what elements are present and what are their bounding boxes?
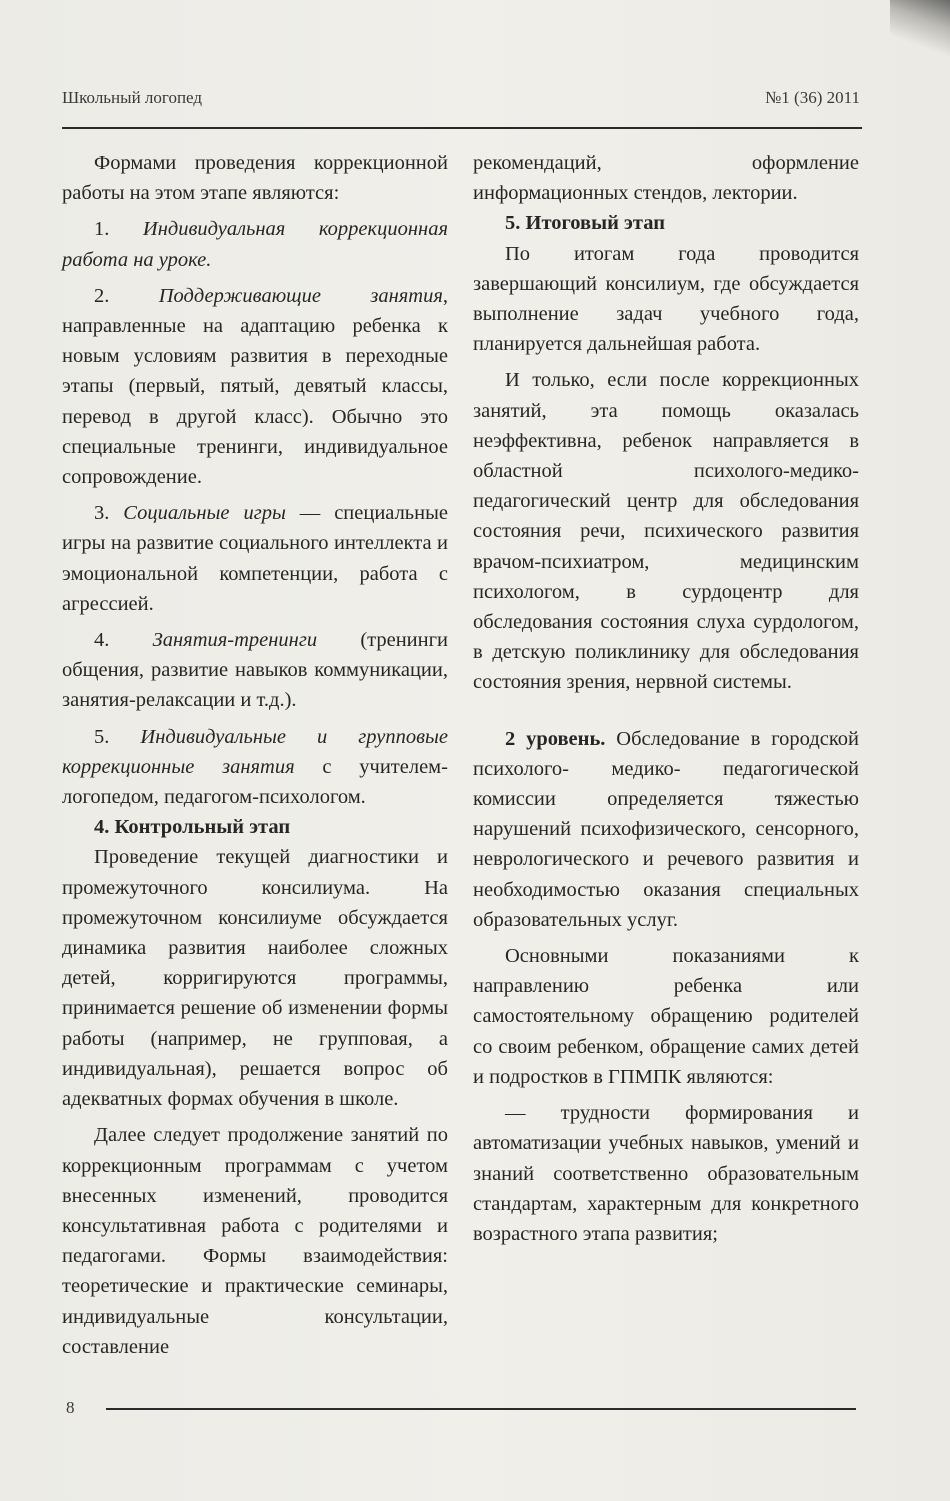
list-text: — специальные игры на развитие социального интеллекта и эмоциональной компетенции, работа с агрессией. xyxy=(62,502,448,615)
right-column xyxy=(473,148,859,1249)
paragraph-level-2 xyxy=(473,724,859,935)
list-term: Индивидуальная коррекционная работа на уроке. xyxy=(62,218,448,271)
list-item-5 xyxy=(62,722,448,813)
list-item-4 xyxy=(62,625,448,716)
section-heading-control: 4. Контрольный этап xyxy=(94,816,291,839)
page-number: 8 xyxy=(66,1398,75,1417)
footer-rule xyxy=(106,1408,856,1410)
list-term: Социальные игры xyxy=(123,502,286,525)
list-number: 1. xyxy=(94,218,143,241)
list-term: Поддерживающие занятия xyxy=(158,284,443,307)
list-text: с учителем-логопедом, педагогом-психологом. xyxy=(62,755,448,809)
list-term: Занятия-тренинги xyxy=(152,629,318,652)
list-text: , направленные на адаптацию ребенка к новым условиям развития в переходные этапы (первый, пятый, девятый классы, перевод в другой класс). Обычно это специальные тренинги, индивидуальное сопровождение. xyxy=(62,284,448,489)
paragraph: Формами проведения коррекционной работы на этом этапе являются: xyxy=(62,152,448,205)
paragraph: По итогам года проводится завершающий консилиум, где обсуждается выполнение задач учебного года, планируется дальнейшая работа. xyxy=(473,242,859,356)
paragraph-continued: рекомендаций, оформление информационных стендов, лектории. xyxy=(473,152,859,205)
left-column xyxy=(62,148,448,1362)
paragraph: Проведение текущей диагностики и промежуточного консилиума. На промежуточном консилиуме обсуждается динамика развития наиболее сложных детей, корригируются программы, принимается решение об изменении формы работы (например, не групповая, а индивидуальная), решается вопрос об адекватных формах обучения в школе. xyxy=(62,846,448,1111)
issue-number: №1 (36) 2011 xyxy=(765,88,860,107)
list-number: 4. xyxy=(94,629,153,652)
list-number: 2. xyxy=(94,284,159,307)
paragraph: Основными показаниями к направлению ребенка или самостоятельному обращению родителей со своим ребенком, обращение самих детей и подростков в ГПМПК являются: xyxy=(473,945,859,1088)
list-item-1 xyxy=(62,214,448,274)
section-heading-final: 5. Итоговый этап xyxy=(505,212,666,235)
paragraph: — трудности формирования и автоматизации учебных навыков, умений и знаний соответственно образовательным стандартам, характерным для конкретного возрастного этапа развития; xyxy=(473,1102,859,1245)
list-number: 3. xyxy=(94,502,124,525)
list-text: (тренинги общения, развитие навыков коммуникации, занятия-релаксации и т.д.). xyxy=(62,629,448,712)
journal-title: Школьный логопед xyxy=(62,88,203,107)
level-text: Обследование в городской психолого- медико- педагогической комиссии определяется тяжестью нарушений психофизического, сенсорного, неврологического и речевого развития и необходимостью оказания специальных образовательных услуг. xyxy=(473,727,859,931)
paragraph: Далее следует продолжение занятий по коррекционным программам с учетом внесенных изменений, проводится консультативная работа с родителями и педагогами. Формы взаимодействия: теоретические и практические семинары, индивидуальные консультации, составление xyxy=(62,1124,448,1358)
list-item-3 xyxy=(62,498,448,619)
page-corner-shadow xyxy=(890,0,950,60)
paragraph: И только, если после коррекционных занятий, эта помощь оказалась неэффективна, ребенок направляется в областной психолого-медико-педагогический центр для обследования состояния речи, психического развития врачом-психиатром, медицинским психологом, в сурдоцентр для обследования состояния слуха сурдологом, в детскую поликлинику для обследования состояния зрения, нервной системы. xyxy=(473,369,859,694)
list-item-2 xyxy=(62,281,448,492)
header-rule xyxy=(62,127,862,129)
level-heading: 2 уровень. xyxy=(505,727,606,750)
running-header xyxy=(62,88,860,118)
list-term: Индивидуальные и групповые коррекционные занятия xyxy=(62,725,448,778)
list-number: 5. xyxy=(94,725,141,748)
